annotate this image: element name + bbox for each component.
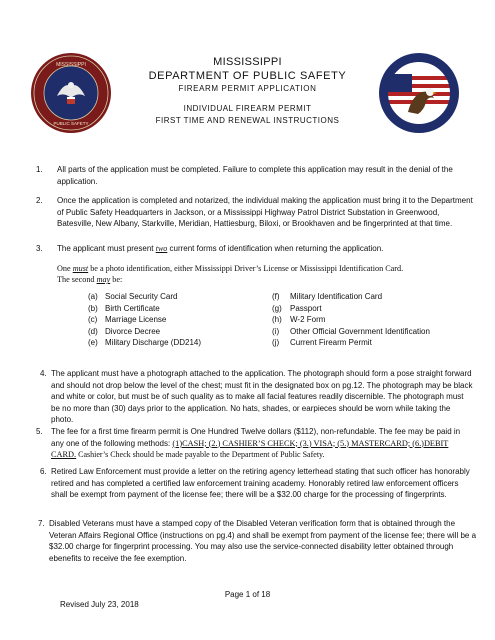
revised-date: Revised July 23, 2018 bbox=[60, 600, 139, 609]
svg-text:MISSISSIPPI: MISSISSIPPI bbox=[56, 62, 86, 68]
emphasis-two: two bbox=[155, 244, 168, 253]
header-subtitle-2: FIRST TIME AND RENEWAL INSTRUCTIONS bbox=[155, 116, 340, 125]
id-list-label: Social Security Card bbox=[105, 292, 178, 301]
id-list-key: (h) bbox=[272, 315, 282, 324]
item-4-number: 4. bbox=[40, 369, 47, 378]
header-department: DEPARTMENT OF PUBLIC SAFETY bbox=[148, 70, 347, 82]
id-list-label: Other Official Government Identification bbox=[290, 326, 430, 336]
item-7-text: Disabled Veterans must have a stamped copy of the Disabled Veteran verification form that is obtained through the Veteran Affairs Regional Office (instructions on pg.4) and shall be exempt from payment of the license fee; there will be a $32.00 charge for fingerprint processing. You may also use the service-connected disability letter obtained through ebenefits to receive the fee exemption. bbox=[49, 519, 477, 563]
item-2-text: Once the application is completed and notarized, the individual making the application must bring it to the Department of Public Safety Headquarters in Jackson, or a Mississippi Highway Patrol District Substation in Greenwood, Batesville, New Albany, Starkville, Meridian, Hattiesburg, Biloxi, or Brookhaven and be fingerprinted at that time. bbox=[57, 196, 473, 229]
id-list-label: Passport bbox=[290, 303, 322, 313]
header-subtitle-1: INDIVIDUAL FIREARM PERMIT bbox=[183, 104, 312, 113]
id-list-label: Divorce Decree bbox=[105, 326, 161, 336]
id-list-key: (e) bbox=[88, 338, 98, 347]
page-number: Page 1 of 18 bbox=[224, 590, 271, 599]
svg-text:PUBLIC SAFETY: PUBLIC SAFETY bbox=[53, 121, 89, 126]
item-1-number: 1. bbox=[36, 165, 43, 174]
id-list-label: Military Identification Card bbox=[290, 292, 383, 301]
id-list-key: (d) bbox=[88, 326, 98, 336]
item-3-text: The applicant must present two current forms of identification when returning the application. bbox=[57, 244, 384, 253]
id-list-key: (c) bbox=[88, 315, 98, 324]
payment-methods: (1)CASH; (2.) CASHIER’S CHECK; (3.) VISA; (5.) MASTERCARD; (6.)DEBIT CARD. bbox=[51, 438, 449, 460]
id-list-key: (g) bbox=[272, 303, 282, 313]
item-6-text: Retired Law Enforcement must provide a letter on the retiring agency letterhead stating that such officer has honorably retired and has completed a certified law enforcement training academy. Honorably retired law enforcement officers shall be exempt from payment of the license fee; there will be a $32.00 charge for the processing of fingerprints. bbox=[51, 467, 470, 500]
id-list-label: W-2 Form bbox=[290, 315, 326, 324]
item-5-number: 5. bbox=[36, 427, 43, 436]
emphasis-may: may bbox=[96, 275, 111, 284]
header-application: FIREARM PERMIT APPLICATION bbox=[178, 84, 317, 93]
item-3-number: 3. bbox=[36, 244, 43, 253]
id-list-label: Marriage License bbox=[105, 315, 167, 324]
id-list-label: Current Firearm Permit bbox=[290, 338, 372, 347]
item-4-text: The applicant must have a photograph attached to the application. The photograph should form a pose straight forward and should not drop below the level of the chest; must fit in the designated box on pg.12. The photograph may be black and white or color, but must be of such quality as to make all facial features readily discernible. The photograph must be no more than (30) days prior to the application. No hats, shades, or earpieces should be worn while taking the photo. bbox=[51, 369, 473, 425]
id-list-key: (j) bbox=[272, 338, 280, 347]
id-list-key: (b) bbox=[88, 303, 98, 313]
item-5-text: The fee for a first time firearm permit is One Hundred Twelve dollars ($112), non-refundable. The fee may be paid in any one of the following methods: (1)CASH; (2.) CASHIER’S CHECK; (3.) VISA; (5.) MASTERCARD; (6.)DEBIT CARD. Cashier’s Check should be made payable to the Department of Public Safety. bbox=[51, 427, 461, 460]
emphasis-must: must bbox=[72, 264, 89, 273]
id-list-key: (a) bbox=[88, 292, 98, 301]
item-3-photo-id: One must be a photo identification, either Mississippi Driver’s License or Mississippi Identification Card. bbox=[57, 264, 404, 273]
item-2-number: 2. bbox=[36, 196, 43, 205]
item-6-number: 6. bbox=[40, 467, 47, 476]
id-list-label: Military Discharge (DD214) bbox=[105, 338, 202, 347]
item-3-second-id: The second may be: bbox=[57, 275, 123, 284]
id-list-label: Birth Certificate bbox=[105, 303, 160, 313]
id-list-key: (f) bbox=[272, 292, 280, 301]
header-state: MISSISSIPPI bbox=[213, 56, 282, 68]
id-list-key: (i) bbox=[272, 326, 280, 336]
item-7-number: 7. bbox=[38, 519, 45, 528]
item-1-text: All parts of the application must be completed. Failure to complete this application may result in the denial of the application. bbox=[57, 165, 453, 186]
